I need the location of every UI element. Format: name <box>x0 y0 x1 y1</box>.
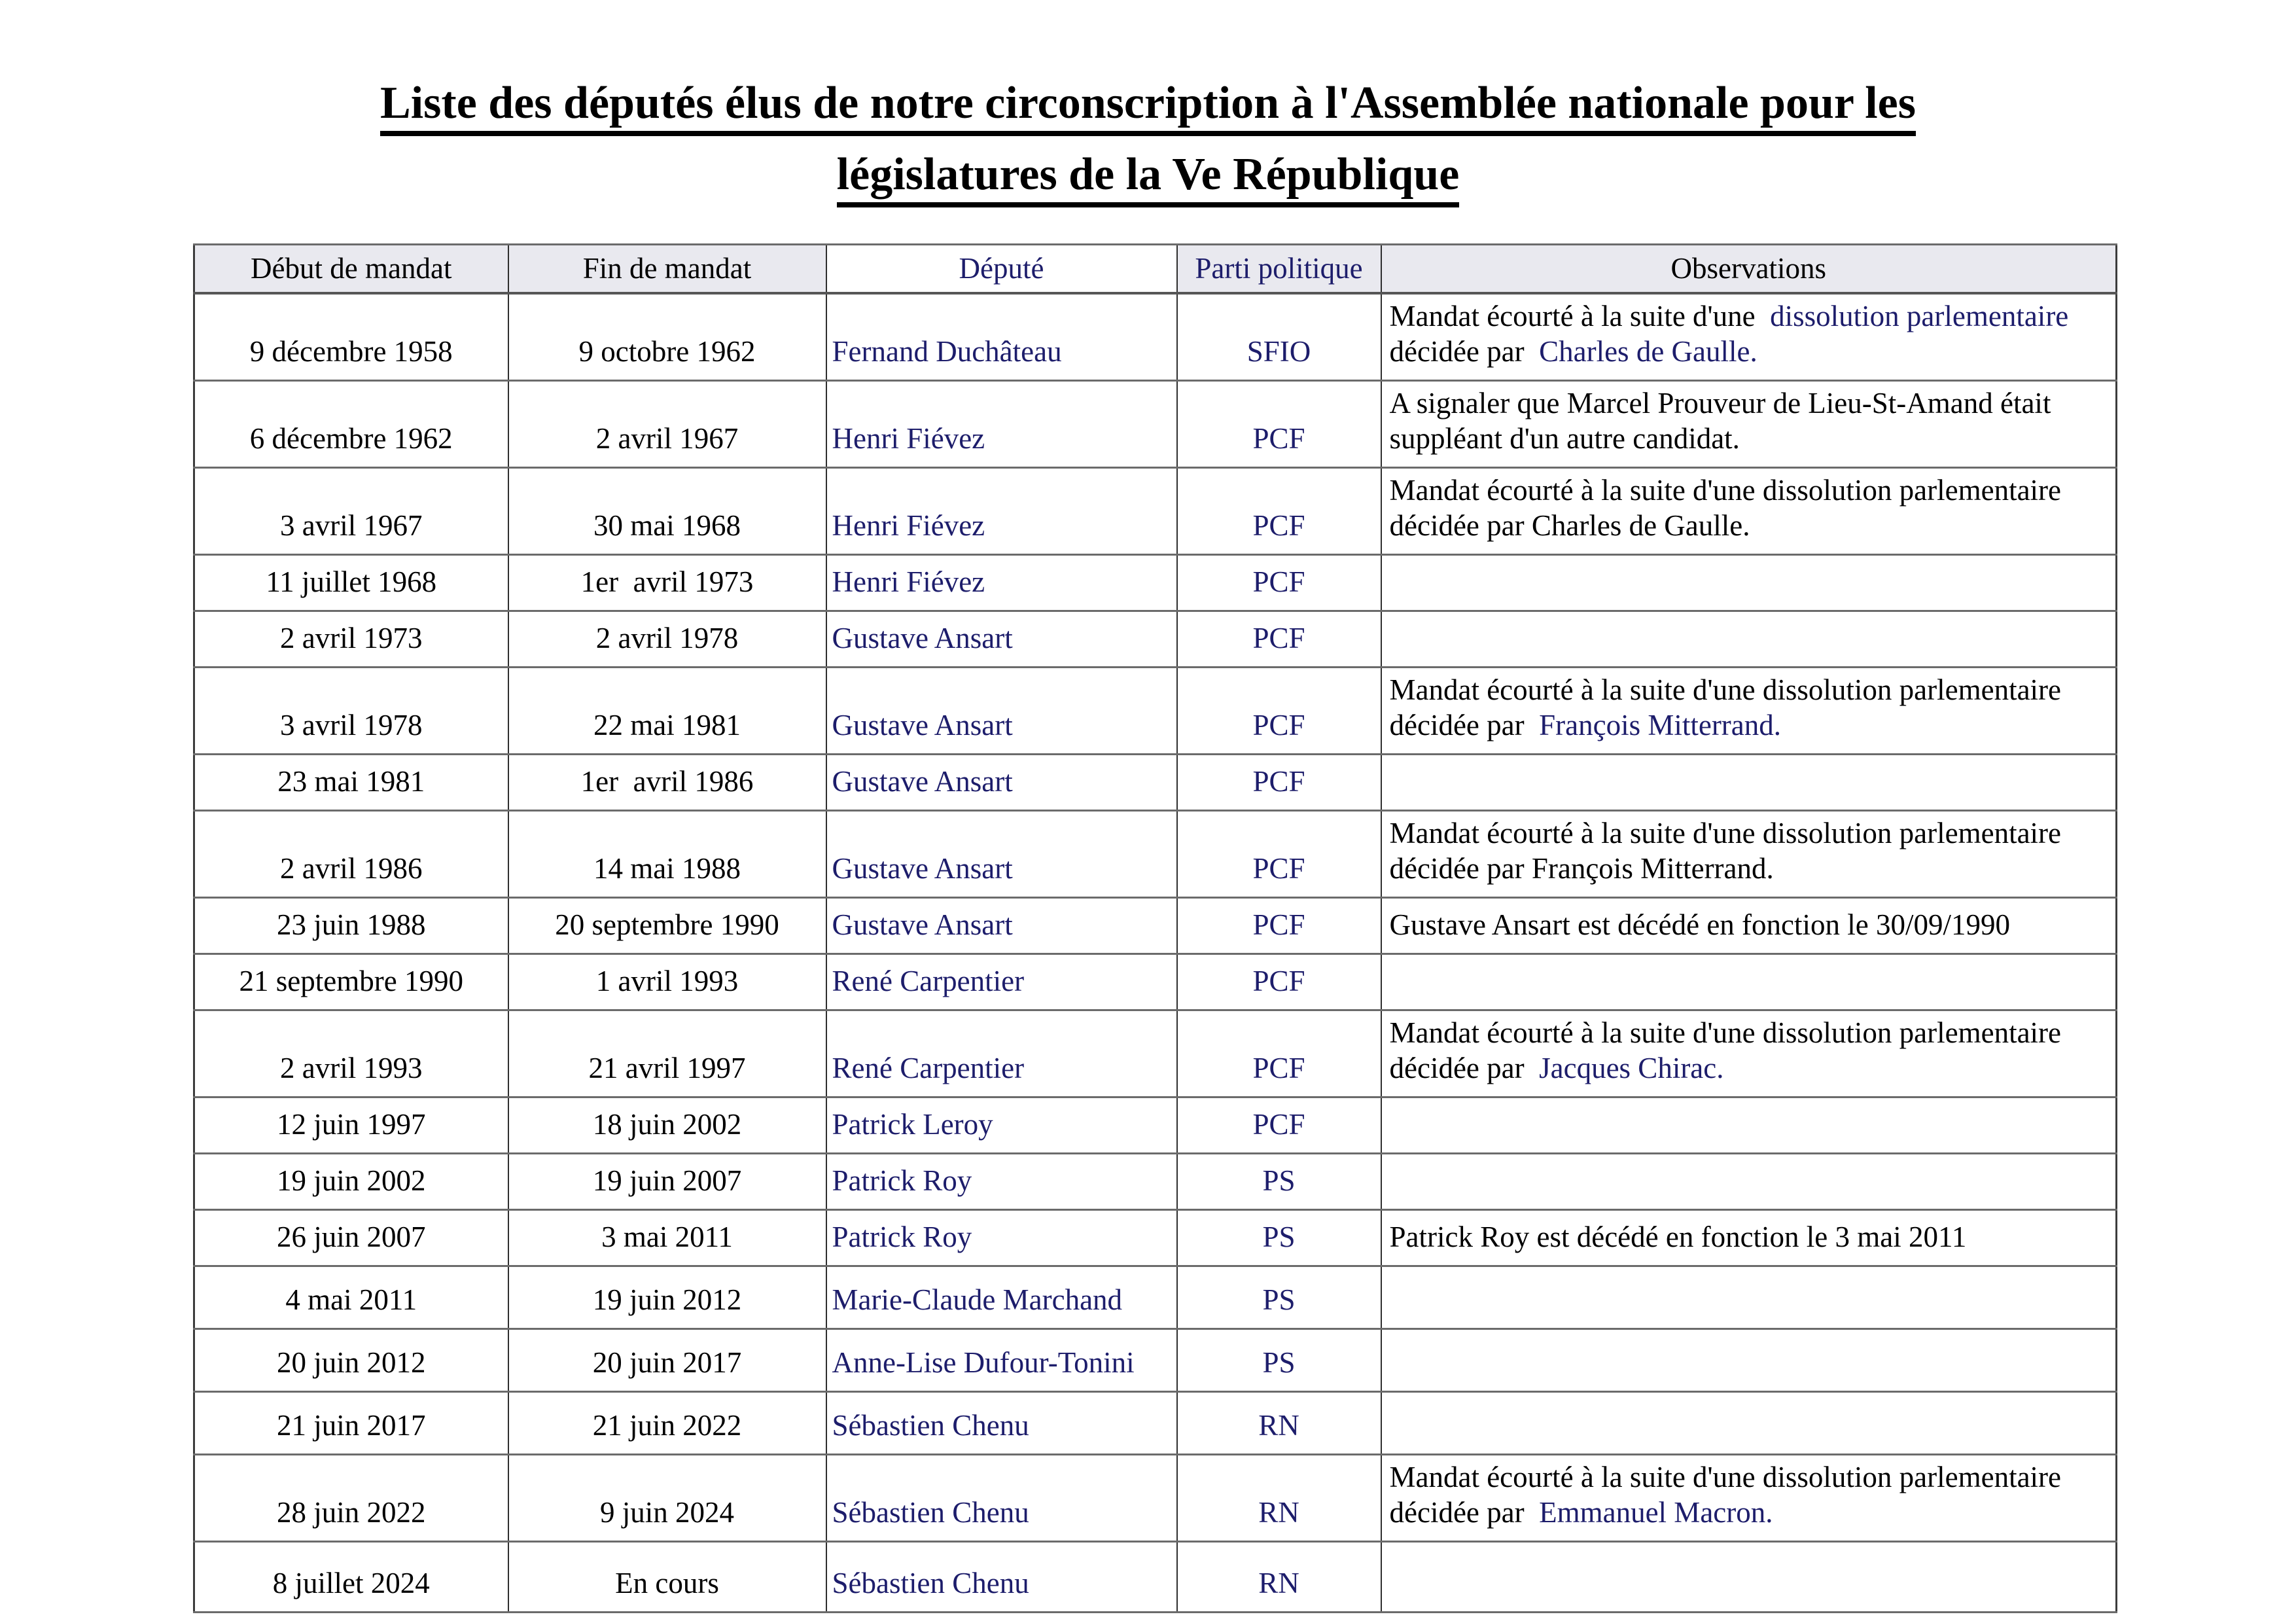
deputy-name-link[interactable]: Gustave Ansart <box>832 764 1013 798</box>
column-header-observations: Observations <box>1381 245 2117 293</box>
page-title <box>0 0 2296 210</box>
cell-debut-mandat: 3 avril 1967 <box>194 467 508 554</box>
table-row <box>194 1454 2117 1541</box>
cell-debut-mandat: 28 juin 2022 <box>194 1454 508 1541</box>
party-label: PCF <box>1252 508 1305 542</box>
observation-text: Mandat écourté à la suite d'une <box>1389 299 1763 332</box>
cell-observations <box>1381 1329 2117 1391</box>
deputy-name-link[interactable]: Gustave Ansart <box>832 851 1013 885</box>
cell-fin-mandat: 9 octobre 1962 <box>508 293 826 381</box>
cell-parti-politique <box>1177 1209 1381 1266</box>
cell-depute <box>826 467 1177 554</box>
cell-depute <box>826 754 1177 810</box>
party-label: SFIO <box>1246 334 1311 368</box>
cell-depute <box>826 897 1177 954</box>
party-label: PCF <box>1252 421 1305 455</box>
cell-parti-politique <box>1177 611 1381 667</box>
deputy-name-link[interactable]: Sébastien Chenu <box>832 1495 1029 1529</box>
cell-parti-politique <box>1177 293 1381 381</box>
party-label: PCF <box>1252 908 1305 941</box>
deputy-name-link[interactable]: Anne-Lise Dufour-Tonini <box>832 1346 1135 1379</box>
cell-fin-mandat: 19 juin 2012 <box>508 1266 826 1329</box>
cell-depute <box>826 380 1177 467</box>
deputy-name-link[interactable]: René Carpentier <box>832 1051 1025 1084</box>
cell-parti-politique <box>1177 1329 1381 1391</box>
cell-fin-mandat: 2 avril 1978 <box>508 611 826 667</box>
party-label: PS <box>1262 1220 1296 1253</box>
cell-parti-politique <box>1177 954 1381 1010</box>
observation-text: Patrick Roy est décédé en fonction le 3 mai 2011 <box>1389 1220 1967 1253</box>
cell-depute <box>826 611 1177 667</box>
table-row <box>194 611 2117 667</box>
cell-fin-mandat: 2 avril 1967 <box>508 380 826 467</box>
cell-parti-politique <box>1177 380 1381 467</box>
cell-observations <box>1381 611 2117 667</box>
observation-text: décidée par <box>1389 334 1532 368</box>
observation-link[interactable]: Emmanuel Macron. <box>1531 1495 1773 1529</box>
cell-observations <box>1381 1391 2117 1454</box>
party-label: PS <box>1262 1346 1296 1379</box>
cell-observations <box>1381 380 2117 467</box>
deputy-name-link[interactable]: Henri Fiévez <box>832 421 985 455</box>
cell-parti-politique <box>1177 1097 1381 1153</box>
table-row <box>194 380 2117 467</box>
cell-fin-mandat: En cours <box>508 1541 826 1612</box>
cell-debut-mandat: 11 juillet 1968 <box>194 554 508 611</box>
cell-debut-mandat: 26 juin 2007 <box>194 1209 508 1266</box>
party-label: RN <box>1258 1408 1299 1442</box>
table-row <box>194 1097 2117 1153</box>
cell-fin-mandat: 21 juin 2022 <box>508 1391 826 1454</box>
table-row <box>194 293 2117 381</box>
cell-fin-mandat: 1er avril 1973 <box>508 554 826 611</box>
table-row <box>194 1541 2117 1612</box>
deputy-name-link[interactable]: Fernand Duchâteau <box>832 334 1062 368</box>
cell-depute <box>826 1454 1177 1541</box>
cell-parti-politique <box>1177 554 1381 611</box>
cell-fin-mandat: 21 avril 1997 <box>508 1010 826 1097</box>
cell-fin-mandat: 20 septembre 1990 <box>508 897 826 954</box>
table-row <box>194 1266 2117 1329</box>
table-row <box>194 1209 2117 1266</box>
cell-fin-mandat: 3 mai 2011 <box>508 1209 826 1266</box>
deputy-name-link[interactable]: Sébastien Chenu <box>832 1566 1029 1599</box>
party-label: PCF <box>1252 621 1305 654</box>
party-label: PCF <box>1252 1107 1305 1141</box>
cell-fin-mandat: 30 mai 1968 <box>508 467 826 554</box>
cell-observations <box>1381 897 2117 954</box>
table-row <box>194 1329 2117 1391</box>
deputy-name-link[interactable]: Patrick Roy <box>832 1220 972 1253</box>
column-header-debut-mandat: Début de mandat <box>194 245 508 293</box>
cell-depute <box>826 954 1177 1010</box>
table-row <box>194 1391 2117 1454</box>
cell-observations <box>1381 1454 2117 1541</box>
cell-depute <box>826 1391 1177 1454</box>
cell-debut-mandat: 3 avril 1978 <box>194 667 508 754</box>
table-row <box>194 667 2117 754</box>
cell-debut-mandat: 23 mai 1981 <box>194 754 508 810</box>
deputy-name-link[interactable]: Gustave Ansart <box>832 708 1013 741</box>
cell-debut-mandat: 2 avril 1993 <box>194 1010 508 1097</box>
cell-depute <box>826 1266 1177 1329</box>
cell-parti-politique <box>1177 467 1381 554</box>
cell-parti-politique <box>1177 1454 1381 1541</box>
cell-depute <box>826 1329 1177 1391</box>
cell-debut-mandat: 21 juin 2017 <box>194 1391 508 1454</box>
table-row <box>194 467 2117 554</box>
table-body <box>194 293 2117 1613</box>
cell-debut-mandat: 2 avril 1973 <box>194 611 508 667</box>
cell-parti-politique <box>1177 1541 1381 1612</box>
observation-text: Mandat écourté à la suite d'une dissolution parlementaire décidée par François Mitterrand. <box>1389 816 2062 885</box>
cell-observations <box>1381 810 2117 897</box>
cell-debut-mandat: 6 décembre 1962 <box>194 380 508 467</box>
title-line-1: Liste des députés élus de notre circonscription à l'Assemblée nationale pour les <box>380 78 1916 136</box>
cell-fin-mandat: 1 avril 1993 <box>508 954 826 1010</box>
table-header <box>194 245 2117 293</box>
cell-depute <box>826 1097 1177 1153</box>
cell-observations <box>1381 1097 2117 1153</box>
cell-debut-mandat: 20 juin 2012 <box>194 1329 508 1391</box>
cell-fin-mandat: 9 juin 2024 <box>508 1454 826 1541</box>
cell-observations <box>1381 954 2117 1010</box>
cell-depute <box>826 1541 1177 1612</box>
cell-debut-mandat: 21 septembre 1990 <box>194 954 508 1010</box>
observation-text: Mandat écourté à la suite d'une dissolution parlementaire décidée par <box>1389 673 2062 741</box>
cell-observations <box>1381 1541 2117 1612</box>
cell-observations <box>1381 667 2117 754</box>
table-row <box>194 954 2117 1010</box>
table-row <box>194 1153 2117 1209</box>
cell-debut-mandat: 9 décembre 1958 <box>194 293 508 381</box>
cell-observations <box>1381 467 2117 554</box>
title-line-2: législatures de la Ve République <box>837 149 1460 207</box>
deputy-name-link[interactable]: René Carpentier <box>832 964 1025 997</box>
party-label: PCF <box>1252 708 1305 741</box>
cell-debut-mandat: 8 juillet 2024 <box>194 1541 508 1612</box>
cell-parti-politique <box>1177 897 1381 954</box>
table-row <box>194 810 2117 897</box>
cell-observations <box>1381 293 2117 381</box>
cell-fin-mandat: 20 juin 2017 <box>508 1329 826 1391</box>
party-label: PCF <box>1252 964 1305 997</box>
observation-text: Mandat écourté à la suite d'une dissolution parlementaire décidée par Charles de Gaulle. <box>1389 473 2062 542</box>
cell-fin-mandat: 1er avril 1986 <box>508 754 826 810</box>
party-label: PCF <box>1252 565 1305 598</box>
deputy-name-link[interactable]: Henri Fiévez <box>832 565 985 598</box>
party-label: PS <box>1262 1164 1296 1197</box>
deputy-name-link[interactable]: Patrick Roy <box>832 1164 972 1197</box>
cell-depute <box>826 1010 1177 1097</box>
table-row <box>194 1010 2117 1097</box>
cell-observations <box>1381 1266 2117 1329</box>
cell-fin-mandat: 22 mai 1981 <box>508 667 826 754</box>
deputy-name-link[interactable]: Gustave Ansart <box>832 621 1013 654</box>
party-label: PCF <box>1252 764 1305 798</box>
cell-parti-politique <box>1177 1391 1381 1454</box>
cell-fin-mandat: 18 juin 2002 <box>508 1097 826 1153</box>
deputy-name-link[interactable]: Sébastien Chenu <box>832 1408 1029 1442</box>
party-label: RN <box>1258 1566 1299 1599</box>
deputy-name-link[interactable]: Gustave Ansart <box>832 908 1013 941</box>
cell-debut-mandat: 12 juin 1997 <box>194 1097 508 1153</box>
column-header-depute: Député <box>826 245 1177 293</box>
deputies-table <box>193 243 2117 1613</box>
observation-link[interactable]: Jacques Chirac. <box>1531 1051 1724 1084</box>
party-label: PS <box>1262 1283 1296 1316</box>
deputy-name-link[interactable]: Henri Fiévez <box>832 508 985 542</box>
cell-depute <box>826 667 1177 754</box>
deputy-name-link[interactable]: Marie-Claude Marchand <box>832 1283 1123 1316</box>
cell-observations <box>1381 554 2117 611</box>
column-header-fin-mandat: Fin de mandat <box>508 245 826 293</box>
observation-text: Mandat écourté à la suite d'une dissolution parlementaire décidée par <box>1389 1016 2062 1084</box>
table-row <box>194 554 2117 611</box>
cell-observations <box>1381 1153 2117 1209</box>
party-label: PCF <box>1252 851 1305 885</box>
observation-link[interactable]: Charles de Gaulle. <box>1531 334 1757 368</box>
observation-text: A signaler que Marcel Prouveur de Lieu-St-Amand était suppléant d'un autre candidat. <box>1389 386 2051 455</box>
observation-text: Mandat écourté à la suite d'une dissolution parlementaire décidée par <box>1389 1460 2062 1529</box>
cell-debut-mandat: 2 avril 1986 <box>194 810 508 897</box>
cell-depute <box>826 810 1177 897</box>
cell-parti-politique <box>1177 810 1381 897</box>
cell-observations <box>1381 1010 2117 1097</box>
table-row <box>194 897 2117 954</box>
cell-fin-mandat: 14 mai 1988 <box>508 810 826 897</box>
column-header-parti-politique: Parti politique <box>1177 245 1381 293</box>
cell-observations <box>1381 1209 2117 1266</box>
cell-parti-politique <box>1177 1153 1381 1209</box>
cell-parti-politique <box>1177 1010 1381 1097</box>
observation-link[interactable]: dissolution parlementaire <box>1762 299 2069 332</box>
party-label: RN <box>1258 1495 1299 1529</box>
deputy-name-link[interactable]: Patrick Leroy <box>832 1107 993 1141</box>
cell-debut-mandat: 4 mai 2011 <box>194 1266 508 1329</box>
party-label: PCF <box>1252 1051 1305 1084</box>
cell-depute <box>826 554 1177 611</box>
cell-parti-politique <box>1177 754 1381 810</box>
cell-debut-mandat: 23 juin 1988 <box>194 897 508 954</box>
cell-fin-mandat: 19 juin 2007 <box>508 1153 826 1209</box>
observation-link[interactable]: François Mitterrand. <box>1531 708 1782 741</box>
cell-observations <box>1381 754 2117 810</box>
table-header-row <box>194 245 2117 293</box>
table-row <box>194 754 2117 810</box>
observation-text: Gustave Ansart est décédé en fonction le 30/09/1990 <box>1389 908 2010 941</box>
cell-parti-politique <box>1177 1266 1381 1329</box>
cell-depute <box>826 1153 1177 1209</box>
cell-parti-politique <box>1177 667 1381 754</box>
cell-debut-mandat: 19 juin 2002 <box>194 1153 508 1209</box>
cell-depute <box>826 293 1177 381</box>
cell-depute <box>826 1209 1177 1266</box>
